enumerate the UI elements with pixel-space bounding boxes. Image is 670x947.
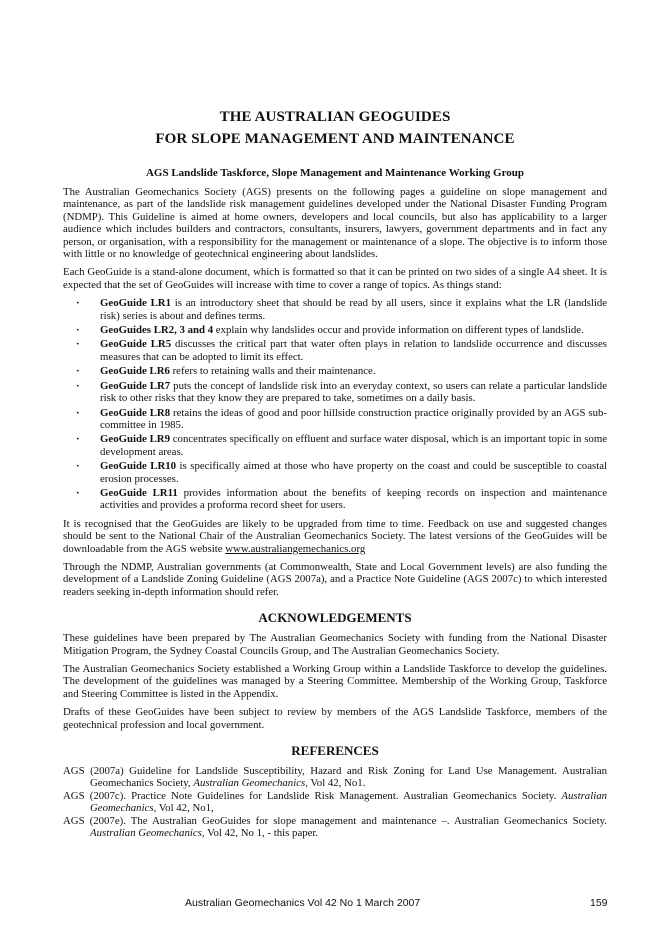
guide-text: puts the concept of landslide risk into an everyday context, so users can relate a particular landslide risk to other risks that they know they are prepared to take, sometimes on a daily basis.: [100, 379, 607, 405]
bullet-icon: ·: [76, 486, 80, 499]
list-item: [63, 460, 607, 485]
list-item: [63, 433, 607, 458]
reference-text: AGS (2007c). Practice Note Guidelines for Landslide Risk Management. Australian Geomechanics Society.: [63, 789, 562, 802]
guide-name: GeoGuide LR5: [100, 338, 172, 351]
guide-name: GeoGuide LR1: [100, 297, 171, 310]
list-item: [63, 338, 607, 363]
guide-text: refers to retaining walls and their maintenance.: [169, 365, 376, 378]
reference-volume: , Vol 42, No 1, - this paper.: [201, 827, 319, 840]
ack-paragraph-2: The Australian Geomechanics Society established a Working Group within a Landslide Taskforce to develop the guidelines. The development of the guidelines was managed by a Steering Committee. Membership of the Working Group, Taskforce and Steering Committee is listed in the Appendix.: [63, 663, 607, 700]
list-item: [63, 487, 607, 512]
guide-name: GeoGuide LR6: [100, 365, 170, 378]
bullet-icon: ·: [76, 460, 80, 473]
bullet-icon: ·: [76, 379, 80, 392]
guide-name: GeoGuide LR10: [100, 460, 177, 473]
guide-text: is an introductory sheet that should be read by all users, since it explains what the LR (landslide risk) series is about and defines terms.: [100, 297, 608, 322]
references-heading: REFERENCES: [291, 743, 379, 759]
geoguide-list: [63, 297, 607, 512]
bullet-icon: ·: [76, 365, 80, 378]
list-item: [63, 380, 607, 405]
journal-citation: Australian Geomechanics Vol 42 No 1 March 2007: [185, 897, 421, 909]
feedback-text: It is recognised that the GeoGuides are likely to be upgraded from time to time. Feedback on use and suggested changes should be sent to the National Chair of the Australian Geomechanics Society. The latest versions of the GeoGuides will be downloadable from the AGS website: [63, 517, 607, 555]
feedback-paragraph: [63, 518, 607, 555]
bullet-icon: ·: [76, 406, 80, 419]
reference-item: [63, 815, 607, 840]
reference-text: AGS (2007e). The Australian GeoGuides for slope management and maintenance –. Australian Geomechanics Society.: [63, 814, 607, 827]
ndmp-paragraph: Through the NDMP, Australian governments (at Commonwealth, State and Local Government levels) are also funding the development of a Landslide Zoning Guideline (AGS 2007a), and a Practice Note Guideline (AGS 2007c) to which interested readers seeking in-depth information should refer.: [63, 560, 607, 598]
list-item: [63, 324, 607, 336]
guide-name: GeoGuide LR9: [100, 433, 170, 446]
page-number: 159: [590, 897, 608, 909]
ack-paragraph-3: Drafts of these GeoGuides have been subject to review by members of the AGS Landslide Taskforce, members of the geotechnical profession and local government.: [63, 706, 607, 731]
reference-item: [63, 790, 607, 815]
reference-volume: , Vol 42, No1,: [153, 802, 214, 815]
list-item: [63, 297, 607, 322]
ack-paragraph-1: These guidelines have been prepared by The Australian Geomechanics Society with funding from the National Disaster Mitigation Program, the Sydney Coastal Councils Group, and The Australian Geomechanics Society.: [63, 632, 607, 657]
guide-name: GeoGuide LR7: [100, 379, 171, 392]
author-subtitle: AGS Landslide Taskforce, Slope Management and Maintenance Working Group: [145, 167, 525, 179]
guide-text: concentrates specifically on effluent and surface water disposal, which is an important topic in some development areas.: [100, 433, 608, 458]
guide-text: explain why landslides occur and provide information on different types of landslide.: [213, 324, 584, 337]
guide-text: provides information about the benefits of keeping records on inspection and maintenance activities and provides a proforma record sheet for users.: [100, 486, 608, 512]
page-title-line-2: FOR SLOPE MANAGEMENT AND MAINTENANCE: [155, 131, 515, 147]
bullet-icon: ·: [76, 433, 80, 446]
guide-text: discusses the critical part that water often plays in relation to landslide occurrence and discusses measures that can be adopted to limit its effect.: [100, 338, 607, 363]
guide-name: GeoGuide LR11: [100, 486, 178, 499]
guide-name: GeoGuide LR8: [100, 406, 171, 419]
reference-text: AGS (2007a) Guideline for Landslide Susceptibility, Hazard and Risk Zoning for Land Use Management. Australian Geomechanics Society,: [63, 765, 607, 790]
ags-website-link[interactable]: www.australiangemechanics.org: [225, 542, 366, 555]
acknowledgements-heading: ACKNOWLEDGEMENTS: [258, 610, 412, 626]
main-body: [63, 186, 607, 839]
list-item: [63, 365, 607, 377]
reference-volume: , Vol 42, No1.: [305, 777, 366, 790]
reference-journal: Australian Geomechanics: [90, 789, 607, 815]
list-item: [63, 407, 607, 432]
reference-item: [63, 765, 607, 790]
page-title-line-1: THE AUSTRALIAN GEOGUIDES: [219, 109, 451, 125]
bullet-icon: ·: [76, 338, 80, 351]
guide-name: GeoGuides LR2, 3 and 4: [100, 324, 214, 337]
intro-paragraph-2: Each GeoGuide is a stand-alone document, which is formatted so that it can be printed on two sides of a single A4 sheet. It is expected that the set of GeoGuides will increase with time to cover a range of topics. As things stand:: [63, 266, 607, 291]
reference-journal: Australian Geomechanics: [90, 827, 202, 840]
guide-text: is specifically aimed at those who have property on the coast and could be susceptible to coastal erosion processes.: [100, 460, 607, 485]
bullet-icon: ·: [76, 324, 80, 337]
intro-paragraph-1: The Australian Geomechanics Society (AGS) presents on the following pages a guideline on slope management and maintenance, as part of the landslide risk management guidelines developed under the National Disaster Funding Program (NDMP). This Guideline is aimed at home owners, developers and local councils, but also has applicability to a larger audience which includes builders and contractors, consultants, insurers, lawyers, government departments and in fact any person, or organisation, with a responsibility for the management or maintenance of a slope. The objective is to inform those with little or no knowledge of geotechnical engineering about landslides.: [63, 186, 607, 261]
reference-journal: Australian Geomechanics: [193, 777, 306, 790]
guide-text: retains the ideas of good and poor hillside construction practice originally provided by an AGS sub-committee in 1985.: [100, 406, 607, 431]
bullet-icon: ·: [76, 297, 80, 310]
